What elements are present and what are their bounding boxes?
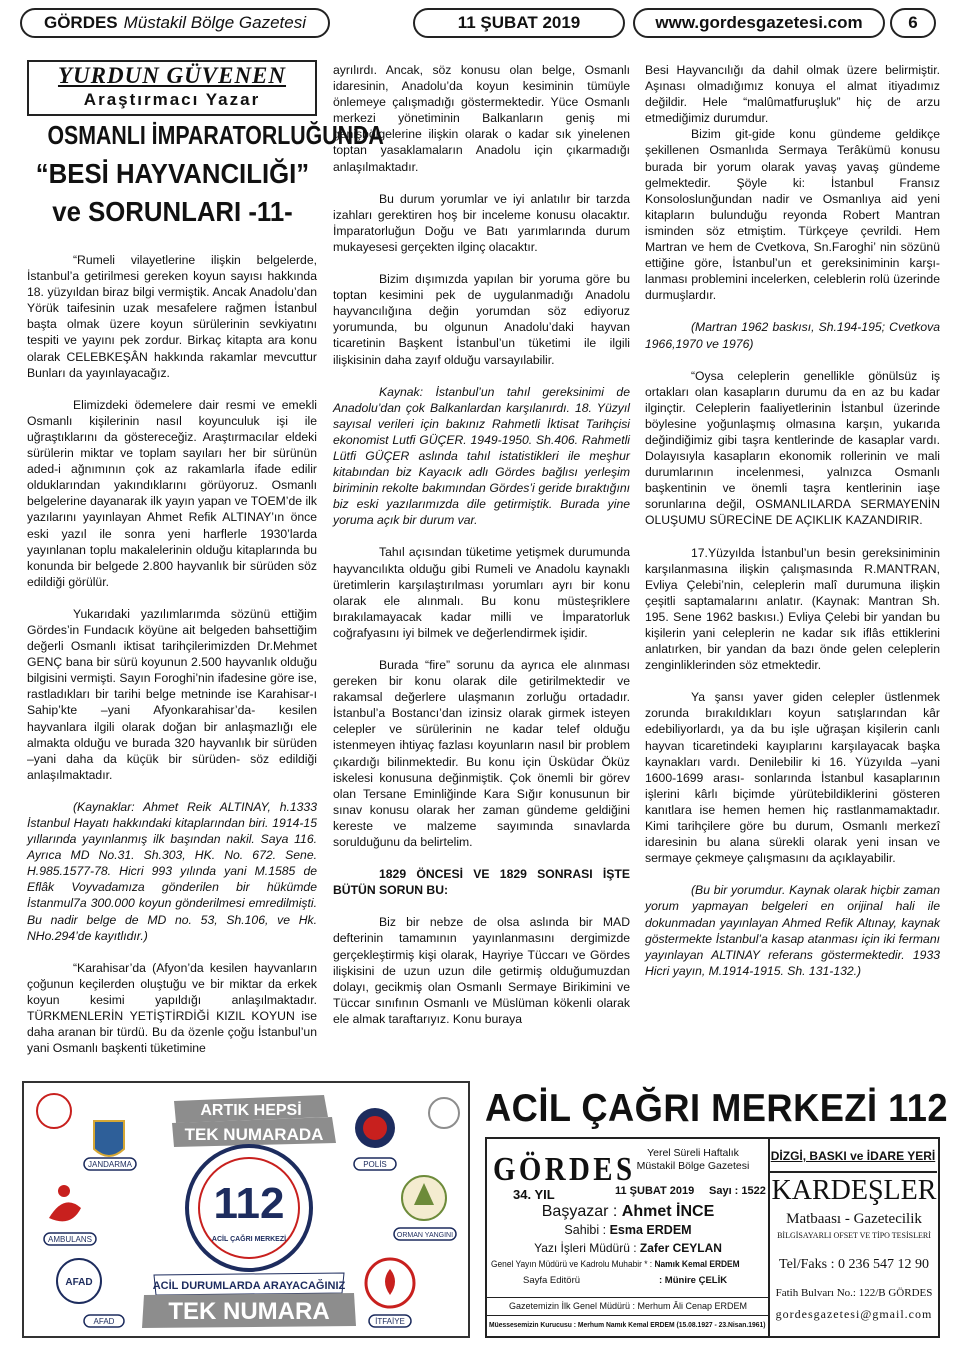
afad-label: AFAD (93, 1317, 115, 1326)
masthead-year: 34. YIL (513, 1187, 555, 1202)
ambulans-head-icon (58, 1185, 70, 1197)
jandarma-label: JANDARMA (87, 1160, 133, 1169)
center-small-text: ACİL ÇAĞRI MERKEZİ (211, 1236, 287, 1243)
chief-row (503, 1203, 753, 1221)
page-editor-name: : Münire ÇELİK (659, 1275, 728, 1286)
website-pill[interactable] (633, 8, 885, 38)
press-phone: Tel/Faks : 0 236 547 12 90 (779, 1257, 929, 1272)
top-banner-2-text: TEK NUMARADA (184, 1125, 324, 1144)
bottom-banner-1-text: ACİL DURUMLARDA ARAYACAĞINIZ (152, 1280, 346, 1292)
ambulans-figure-icon (49, 1202, 81, 1221)
headline-line-3: ve SORUNLARI -11- (52, 196, 293, 227)
paragraph: ayrılırdı. Ancak, söz konusu olan belge, Osmanlı idaresinin, Anadolu’da koyun kesiminin tümüyle önlemeye çalışmadığı göstermektedir. Yüce Osmanlı merkezi yönetiminin Balkanların geniş mi genişbölgelerine ilişkin olarak o kadar sık yinelenen toptan yasaklamaların Anadolu için çıkarmadığı anlaşılmaktadır. (333, 63, 630, 174)
jandarma-shield-icon (94, 1121, 124, 1156)
ad-artwork (24, 1083, 468, 1336)
gm-name: Namık Kemal ERDEM (654, 1259, 740, 1269)
gm-row (491, 1259, 748, 1269)
press-email[interactable]: gordesgazetesi@gmail.com (775, 1307, 933, 1321)
owner-row (503, 1223, 753, 1237)
source-note: (Martran 1962 baskısı, Sh.194-195; Cvetkova 1966,1970 ve 1976) (645, 320, 940, 351)
paper-name-pill (20, 8, 330, 38)
press-name: KARDEŞLER (771, 1175, 937, 1206)
page-header (20, 8, 955, 38)
article-column-3 (645, 62, 940, 979)
paragraph: “Rumeli vilayetlerine ilişkin belgelerde, İstanbul’a getirilmesi gereken koyun sayısı hakkında 18. yüzyıldan biraz bilgi vermiştik. Ancak Anadolu’dan Yörük taifesinin uzak mesafelere rağmen İstanbul başta olmak üzere koyun sürülerinin sevkiyatını tespiti ve yayını pek zordur. Birkaç kitapta ara konu olarak CELEBKEŞÂN hakkında rakamlar mevcuttur Bunları da yayınlayacağız. (27, 253, 317, 380)
paragraph: “Karahisar’da (Afyon’da kesilen hayvanların çoğunun keçilerden oluştuğu ve bir miktar da erkek koyun kesimi yapıldığı anlaşılmaktadır. TÜRKMENLERİN YETİŞTİRDİĞİ KIZIL KOYUN ise daha aranan bir türdü. Bu da özenle çoğu İstanbul’un yani Osmanlı başkenti tüketimine (27, 960, 317, 1056)
press-subtitle-2: BİLGİSAYARLI OFSET VE TİPO TESİSLERİ (777, 1231, 931, 1240)
page-number-pill (890, 8, 936, 38)
issue-date: 11 ŞUBAT 2019 (457, 13, 581, 32)
article-column-1 (27, 252, 317, 1056)
editor-row (503, 1241, 753, 1255)
ad-number: 112 (213, 1179, 285, 1228)
polis-emblem-icon (429, 1098, 459, 1128)
masthead-name: GÖRDES (493, 1151, 636, 1188)
emergency-112-ad (22, 1081, 470, 1338)
ambulans-label: AMBULANS (47, 1235, 93, 1244)
paper-subtitle: Müstakil Bölge Gazetesi (123, 13, 307, 32)
press-address: Fatih Bulvarı No.: 122/B GÖRDES (775, 1287, 933, 1299)
print-title-box (769, 1143, 937, 1173)
afad-logo-text: AFAD (65, 1277, 93, 1288)
print-title: DİZGİ, BASKI ve İDARE YERİ (770, 1149, 936, 1163)
author-box (27, 60, 317, 116)
bottom-banner-2-text: TEK NUMARA (168, 1298, 330, 1325)
paragraph: Bizim git-gide konu gündeme geldikçe şekillenen Osmanlıda Sermaya Terâkümü konusu burada bir yorum olarak yavaş yavaş gündeme gelmektedir. Şöyle ki: İstanbul Fransız Konsoloslunğundan nadir ve Osmanlıya aid yeni kitapların bulunduğu reyonda Robert Mantran isminden söz etmiştim. Türkçeye çevrildi. Hem Martran ve hem de Cvetkova, Sn.Faroghi’ nin sözünü ettiğine göre, İstanbul’un et gereksiniminin karşı-lanması problemini incelerken, celeblerin rolü üzerinde durmuşlardır. (645, 127, 940, 303)
author-role: Araştırmacı Yazar (83, 90, 261, 109)
press-subtitle: Matbaası - Gazetecilik (786, 1211, 922, 1227)
itfaiye-label: İTFAİYE (375, 1317, 405, 1326)
masthead-tagline (633, 1147, 753, 1173)
headline-line-1: OSMANLI İMPARATORLUĞUNDA (47, 120, 384, 150)
website-link[interactable]: www.gordesgazetesi.com (655, 13, 863, 32)
source-note: (Bu bir yorumdur. Kaynak olarak hiçbir zaman yorum yapmayan belgeleri en orijinal hali ile dokunmadan yayınlayan Ahmed Refik Altınay, kaynak göstermekte İstanbul’a kasap atanması için iki fermanı yayınlayan ALTINAY referans göstermektedir. 1933 Hicri yayın, M.1914-1915. Sh. 131-132.) (645, 883, 940, 978)
masthead-box (485, 1137, 940, 1338)
paragraph: Bu durum yorumlar ve iyi anlatılır bir tarzda izahları gerektiren hoş bir inceleme konusu olacaktır. İmparatorluğun Doğu ve Batı yarımlarında durum mukayesesi gerçekten ilginç olacaktır. (333, 191, 630, 254)
paragraph: Burada “fire” sorunu da ayrıca ele alınması gereken bir konu olarak dile getirilmektedir ve rakamsal değerlere ulaşmanın zorluğu ortadadır. İstanbul’a Bostancı’dan izinsiz olarak girmek isteyen celepler ve sürülerinin ne kadar telef olduğu istenmeyen ihtiyaç fazlası koyunların nasıl bir problem çıkardığı bilinmektedir. Bu konu için Üsküdar Öküz iskelesi konusuna değinmiştik. Çok önemli bir görev olan Tersane Eminliğinde Kara Sığır konusunun bir sınav konusu olarak her zaman gündeme geldiğini kereste ve malzeme sayımında sınavlarda sorulduğunu da belirtelim. (333, 658, 630, 850)
owner-label: Sahibi : (564, 1223, 607, 1237)
polis-badge-inner (363, 1116, 387, 1140)
first-gm: Gazetemizin İlk Genel Müdürü : Merhum Âli Cenap ERDEM (508, 1301, 748, 1311)
source-note: Kaynak: İstanbul’un tahıl gereksinimi de Anadolu’dan çok Balkanlardan karşılanırdı. 18. Yüzyıl sayısal verileri için bakınız Rahmetli İktisat Tarihçisi ekonomist Lutfi GÜÇER. 1949-1950. Sh.406. Rahmetli Lütfi GÜÇER aslında tahıl istatistikleri ile meşhur kitabından biz Kayacık adlı Gördes bağlısı yerleşim biriminin rekolte bakımından Gördes’i geride bıraktığını biz eski yazılarımızda dile getirmiştik. Burada yine yoruma açık bir durum var. (333, 384, 630, 528)
paper-name: GÖRDES (43, 13, 118, 32)
paragraph: 17.Yüzyılda İstanbul’un besin gereksiniminin karşılanmasına ilişkin çalışmasında R.MANTRAN, Evliya Çelebi’nin, celeplerin malî durumuna ilişkin çeşitli saptamalarını anlatır. (Kaynak: Mantran Sh. 195. Sene 1962 baskısı.) Evliya Çelebi bir yandan bu kişilerin yani celeplerin ne kadar sık iflâs ettiklerini anlatırken, bir yandan da bazı önde gelen celeplerin zenginliklerinden söz etmektedir. (645, 545, 940, 673)
top-banner-1-text: ARTIK HEPSİ (200, 1102, 302, 1119)
paragraph: Yukarıdaki yazılımlarımda sözünü ettiğim Gördes’in Fundacık köyüne ait belgeden bahsettiğim değerli Osmanlı iktisat tarihçilerimizden Dr.Mehmet GENÇ bana bir sürü koyunun 2.500 hayvanlık olduğu bilgisini vermişti. Sayın Foroghi’nin ifadesine göre ise, rastladıkları bir tarihi belge metninde ise Karahisar-ı Sahip’kte –yani Afyonkarahisar’da- kesilen hayvanlara ilgili olarak doğan bir anlaşmazlığı ele almakta olduğu ve burada 320 hayvanlık bir sürüden –yani daha da küçük bir sürüden- söz edildiği anlaşılmaktadır. (27, 606, 317, 782)
chief-label: Başyazar : (541, 1203, 618, 1220)
founder: Müessesemizin Kurucusu : Merhum Namık Kemal ERDEM (15.08.1927 - 23.Nisan.1961) (489, 1320, 766, 1329)
headline-line-2: “BESİ HAYVANCILIĞI” (35, 158, 310, 189)
editor-label: Yazı İşleri Müdürü : (534, 1241, 637, 1255)
gm-label: Genel Yayın Müdürü ve Kadrolu Muhabir * : (491, 1259, 653, 1269)
polis-label: POLİS (363, 1160, 387, 1169)
paragraph: Biz bir nebze de olsa aslında bir MAD defterinin tamamının yayınlanmasını dergimizde gerçekleştirmiş kişi olarak, Hayriye Tüccarı ve Gördes ilişkisini de uzun uzun dile getirmiş olduğumuzdan dolayı, gecikmiş olan Osmanlı Sermaye Birikimini ve Tüccar sınıfının Osmanlı ve Müslüman kökenli olarak ele almak taraftarıyız. Konu buraya (333, 915, 630, 1026)
paragraph: Ya şansı yaver giden celepler üstlenmek zorunda bırakıldıkları koyun satışlarından kâr edebiliyorlardı, ya da bu işle uğraşan kişilerin canlı hayvan ticaretindeki kayıplarını karşılayacak başka kaynakları vardı. Denilebilir ki 16. Yüzyılda –yani 1600-1699 arası- sonlarında İstanbul kasaplarının işlerini kârlı biçimde yürütebildiklerini gösteren kanıtlara ise hemen hemen hiç rastlanmamaktadır. Kimi tarihçilere göre bu durum, Osmanlı merkezî idaresinin bu alana sürekli olarak yeni insan ve sermaye çekmeye çalışmasını da açıklayabilir. (645, 690, 940, 866)
chief-name: Ahmet İNCE (621, 1203, 715, 1220)
subheading: 1829 ÖNCESİ VE 1829 SONRASI İŞTE BÜTÜN SORUN BU: (333, 867, 630, 898)
paragraph: Elimizdeki ödemelere dair resmi ve emekli Osmanlı kişilerinin nasıl koyunculuk işi ile uğraştıklarını da göstereceğiz. Araştırmacılar eldeki sürülerin miktar ve toplam sayıları her bir sürünün aded-i ağnımının çok az rakamlarla ifade edilir olduklarından yakındıklarını görüyoruz. Osmanlı belgelerine dayanarak ilk yayın yapan ve TOEM’de ilk yazılarını yayınlayan Ahmet Refik ALTINAY’ın önce eski yazıl ile sonra yeni harflerle 1930’larda yayınlanan toplu makalelerinin olduğu kitaplarında bu konunda bir belgede 2.800 hayvanlık bir sürüden söz edildiği görülür. (27, 397, 317, 589)
tagline-2: Müstakil Bölge Gazetesi (636, 1160, 750, 1172)
masthead-date: 11 ŞUBAT 2019 (615, 1185, 695, 1197)
source-note: (Kaynaklar: Ahmet Reik ALTINAY, h.1333 İstanbul Hayatı hakkındaki kitaplarından biri. 1914-15 yıllarında yayınlanmış ilk başından nakil. Saya 116. Ayrıca MD No.31. Sh.303, HK. No. 672. Sene. H.985.1577-78. Hicri 993 yılında yani M.1585 de Eflâk Voyvadamıza gönderilen bir hükümde İstanmul7a 300.000 koyun gönderilmesi emredilmişti. Bu nadir belge de MD no. 53, Sh.106, ve Hk. NHo.294’de kayıtlıdır.) (27, 799, 317, 943)
date-pill (413, 8, 625, 38)
jandarma-emblem-icon (37, 1094, 71, 1128)
paragraph: “Oysa celeplerin genellikle gönülsüz iş ortakları olan kasapların durumu da en az bu kadar ilginçtir. Celeplerin faaliyetlerinin İstanbul üzerinde böylesine yoğunlaşmış olmasına karşın, yukarıda değindiğimiz gibi taşra kentlerinde de kasaplar vardı. Dolayısıyla kasapların ekonomik rollerinin ve mali durumlarının incelenmesi, yalnızca Osmanlı başkentinin ve önemli taşra kentlerinin iaşe sorunlarına değil, OSMANLILARDA SERMAYENİN OLUŞUMU SÜRECİNE DE AÇIKLIK KAZANDIRIR. (645, 368, 940, 528)
author-name: YURDUN GÜVENEN (57, 63, 287, 88)
paragraph: Tahıl açısından tüketime yetişmek durumunda hayvancılıkta olduğu gibi Rumeli ve Anadolu kaynaklı üretimlerin karşılaştırılması yorumları ayrı bir konu olarak ele alınmalı. Bu konu müsteşriklere bırakılamayacak kadar milli ve İmparatorluk coğrafyasını iyi bilmek ve değerlendirmek işidir. (333, 545, 630, 640)
owner-name: Esma ERDEM (609, 1223, 692, 1237)
page-number: 6 (908, 13, 918, 32)
paragraph: Bizim dışımızda yapılan bir yoruma göre bu toptan kesimini pek de uygulanmadığı Anadolu hayvancılığına değin yorumdan söz ediyoruz yorumunda, bu olgunun Anadolu’daki hayvan ticaretinin Başkent İstanbul’un tüketimi ile ilgili ilişkisinin daha zayıf olduğu varsayılabilir. (333, 272, 630, 367)
orman-label: ORMAN YANGINI (396, 1232, 454, 1239)
article-column-2 (333, 62, 630, 1027)
masthead-issue: Sayı : 1522 (709, 1185, 766, 1197)
tagline-1: Yerel Süreli Haftalık (647, 1147, 739, 1159)
emergency-center-title: ACİL ÇAĞRI MERKEZİ 112 (485, 1087, 949, 1130)
page-editor-label: Sayfa Editörü (523, 1275, 581, 1286)
paragraph: Besi Hayvancılığı da dahil olmak üzere belirmiştir. Aşınası olmadığımız konuya el almat itiyadımız değildir. Hele “malûmatfuruşluk” hiç de arzu etmediğimiz durumdur. (645, 63, 940, 126)
editor-name: Zafer CEYLAN (639, 1241, 722, 1255)
